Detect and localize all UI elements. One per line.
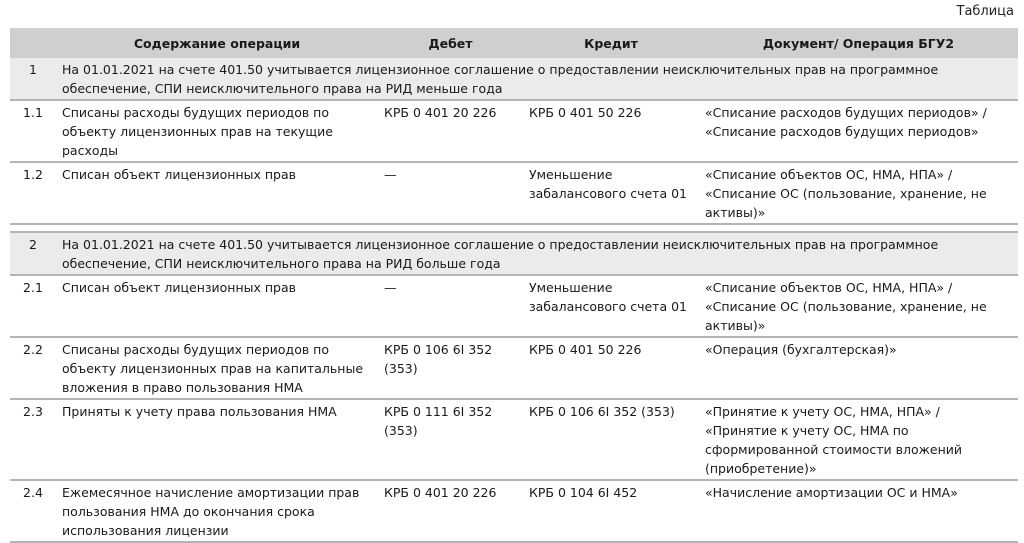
spacer-row	[10, 224, 1018, 232]
table-row	[10, 100, 1018, 162]
table-row	[10, 399, 1018, 480]
row-description: Списан объект лицензионных прав	[56, 162, 378, 224]
row-description: Ежемесячное начисление амортизации прав пользования НМА до окончания срока использования лицензии	[56, 480, 378, 542]
table-header	[10, 28, 1018, 58]
row-number: 2.1	[10, 275, 56, 337]
row-number: 1.1	[10, 100, 56, 162]
row-number: 2.4	[10, 480, 56, 542]
row-number: 2.3	[10, 399, 56, 480]
row-description: Списан объект лицензионных прав	[56, 275, 378, 337]
group-title: На 01.01.2021 на счете 401.50 учитывается лицензионное соглашение о предоставлении неисключительных прав на программное обеспечение, СПИ неисключительного права на РИД меньше года	[56, 58, 1018, 100]
row-document: «Списание объектов ОС, НМА, НПА» / «Списание ОС (пользование, хранение, не активы)»	[699, 275, 1018, 337]
row-credit: КРБ 0 401 50 226	[523, 100, 699, 162]
header-document: Документ/ Операция БГУ2	[699, 28, 1018, 58]
row-debit: КРБ 0 401 20 226	[378, 100, 523, 162]
row-document: «Начисление амортизации ОС и НМА»	[699, 480, 1018, 542]
row-credit: Уменьшение забалансового счета 01	[523, 162, 699, 224]
row-debit: —	[378, 162, 523, 224]
row-credit: КРБ 0 401 50 226	[523, 337, 699, 399]
row-credit: КРБ 0 104 6I 452	[523, 480, 699, 542]
group-number: 2	[10, 232, 56, 275]
header-description: Содержание операции	[56, 28, 378, 58]
row-credit: Уменьшение забалансового счета 01	[523, 275, 699, 337]
table-row	[10, 275, 1018, 337]
table-caption: Таблица	[956, 4, 1014, 19]
row-description: Списаны расходы будущих периодов по объекту лицензионных прав на текущие расходы	[56, 100, 378, 162]
header-debit: Дебет	[378, 28, 523, 58]
table-row	[10, 337, 1018, 399]
row-document: «Списание расходов будущих периодов» / «Списание расходов будущих периодов»	[699, 100, 1018, 162]
header-credit: Кредит	[523, 28, 699, 58]
row-description: Списаны расходы будущих периодов по объекту лицензионных прав на капитальные вложения в право пользования НМА	[56, 337, 378, 399]
table-body	[10, 58, 1018, 542]
row-debit: КРБ 0 111 6I 352 (353)	[378, 399, 523, 480]
group-title: На 01.01.2021 на счете 401.50 учитывается лицензионное соглашение о предоставлении неисключительных прав на программное обеспечение, СПИ неисключительного права на РИД больше года	[56, 232, 1018, 275]
row-description: Приняты к учету права пользования НМА	[56, 399, 378, 480]
table-row	[10, 162, 1018, 224]
row-credit: КРБ 0 106 6I 352 (353)	[523, 399, 699, 480]
row-debit: —	[378, 275, 523, 337]
group-number: 1	[10, 58, 56, 100]
header-num	[10, 28, 56, 58]
row-debit: КРБ 0 106 6I 352 (353)	[378, 337, 523, 399]
operations-table	[10, 28, 1018, 543]
row-document: «Операция (бухгалтерская)»	[699, 337, 1018, 399]
row-number: 2.2	[10, 337, 56, 399]
table-row	[10, 480, 1018, 542]
row-document: «Принятие к учету ОС, НМА, НПА» / «Принятие к учету ОС, НМА по сформированной стоимости вложений (приобретение)»	[699, 399, 1018, 480]
row-number: 1.2	[10, 162, 56, 224]
row-debit: КРБ 0 401 20 226	[378, 480, 523, 542]
row-document: «Списание объектов ОС, НМА, НПА» / «Списание ОС (пользование, хранение, не активы)»	[699, 162, 1018, 224]
group-row	[10, 232, 1018, 275]
group-row	[10, 58, 1018, 100]
